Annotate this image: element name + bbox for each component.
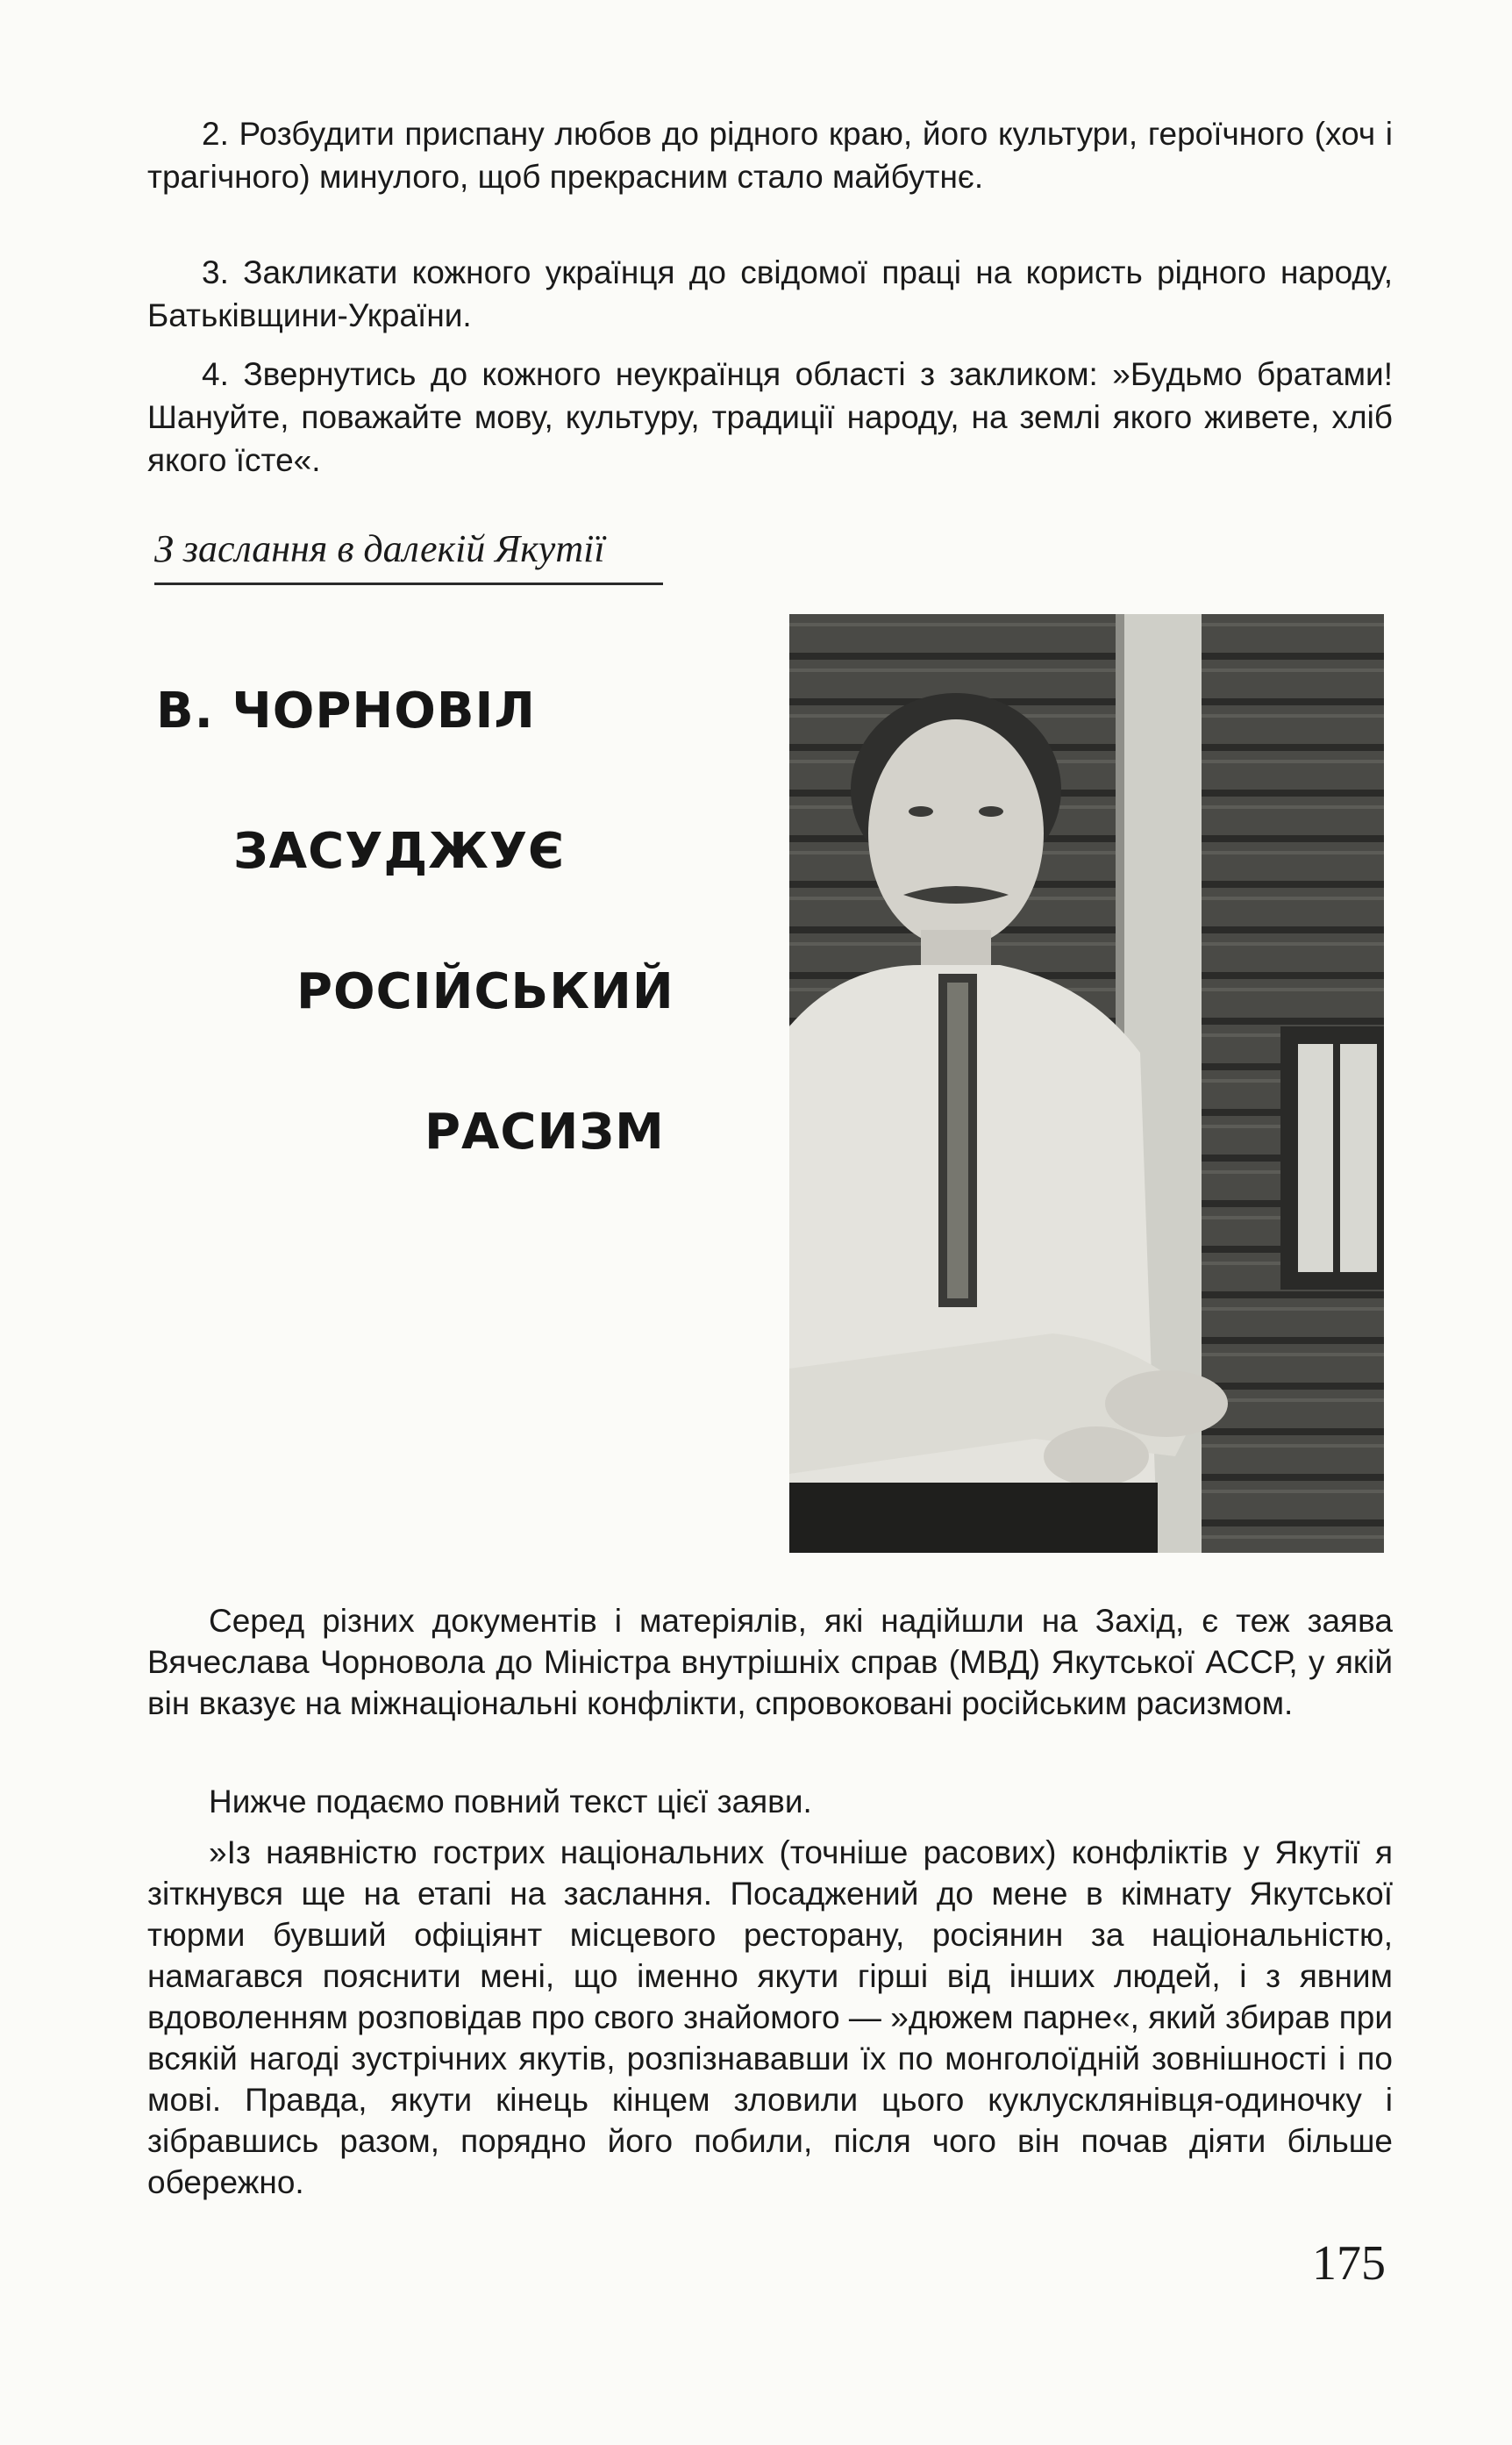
section-heading: З заслання в далекій Якутії	[154, 523, 663, 585]
headline-line-3: РОСІЙСЬКИЙ	[296, 963, 674, 1020]
headline-line-4: РАСИЗМ	[424, 1104, 665, 1161]
top-paragraph-4: 4. Звернутись до кожного неукраїнця області з закликом: »Будьмо братами! Шануйте, поважайте мову, культуру, традиції народу, на землі якого живете, хліб якого їсте«.	[147, 356, 1393, 478]
top-paragraph-3: 3. Закликати кожного українця до свідомої праці на користь рідного народу, Батьківщини-України.	[147, 254, 1393, 333]
quote-paragraph: »Із наявністю гострих національних (точніше расових) конфліктів у Якутії я зіткнувся ще на етапі на заслання. Посаджений до мене в кімнату Якутської тюрми бувший офіціянт місцевого ресторану, росіянин за національністю, намагався пояснити мені, що іменно якути гірші від інших людей, і з явним вдоволенням розповідав про свого знайомого — »дюжем парне«, який збирав при всякій нагоді зустрічних якутів, розпізнававши їх по монголоїдній зовнішності і по мові. Правда, якути кінець кінцем зловили цього куклусклянівця-одиночку і зібравшись разом, порядно його побили, після чого він почав діяти більше обережно.	[147, 1834, 1393, 2200]
portrait-illustration	[789, 614, 1384, 1553]
top-paragraph-2: 2. Розбудити приспану любов до рідного краю, його культури, героїчного (хоч і трагічного) минулого, щоб прекрасним стало майбутнє.	[147, 116, 1393, 195]
intro-paragraph: Серед різних документів і матеріялів, які надійшли на Захід, є теж заява Вячеслава Чорновола до Міністра внутрішніх справ (МВД) Якутської АССР, у якій він вказує на міжнаціональні конфлікти, спровоковані російським расизмом.	[147, 1603, 1393, 1721]
page-number: 175	[1312, 2236, 1386, 2291]
below-paragraph: Нижче подаємо повний текст цієї заяви.	[209, 1784, 812, 1819]
headline-line-1: В. ЧОРНОВІЛ	[156, 683, 536, 740]
portrait-photo	[789, 614, 1384, 1553]
headline-line-2: ЗАСУДЖУЄ	[233, 823, 566, 880]
